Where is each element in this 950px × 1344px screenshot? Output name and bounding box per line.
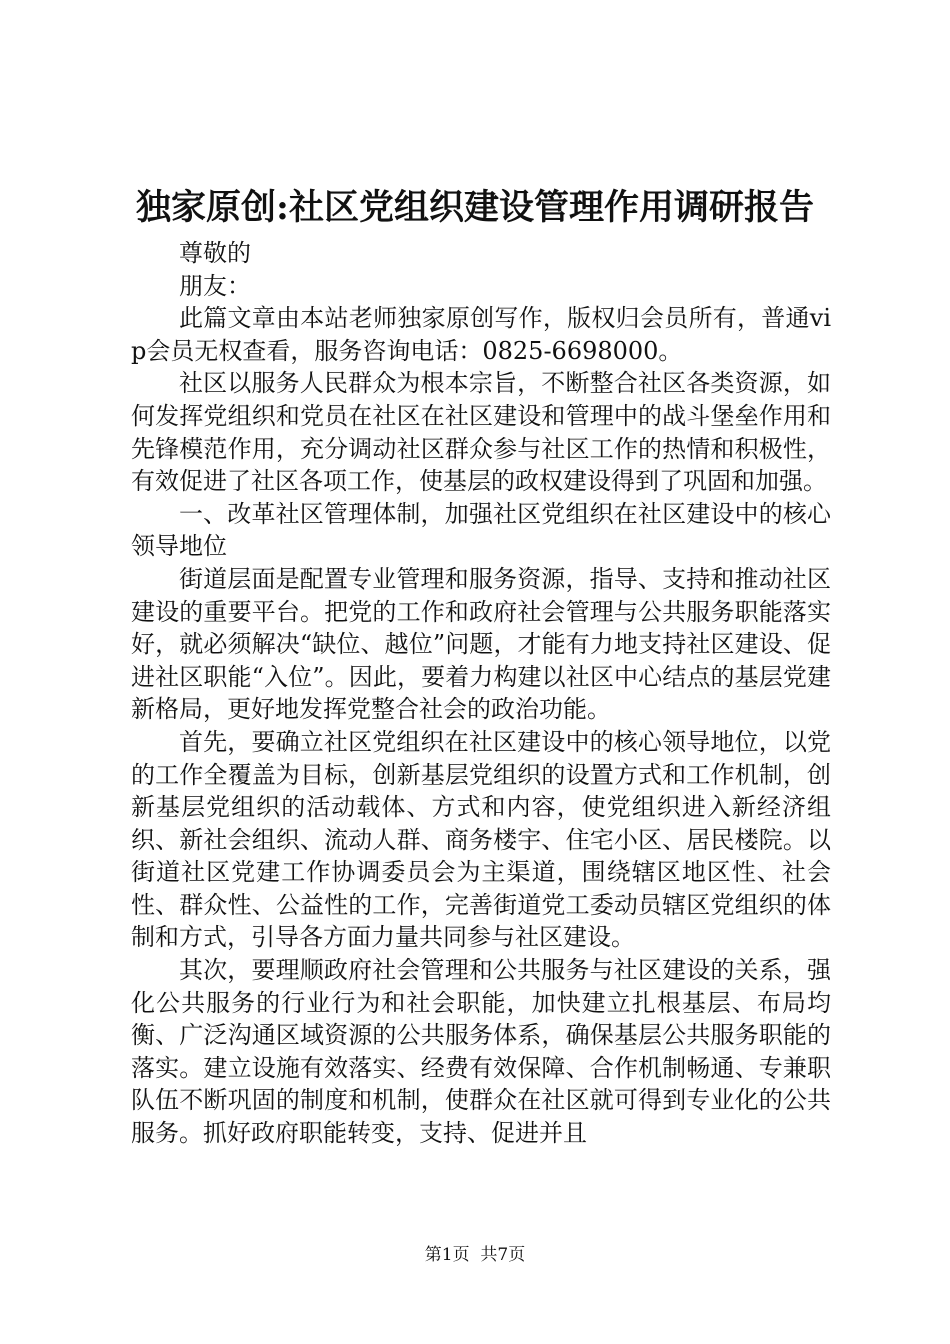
document-body	[131, 237, 831, 1150]
paragraph-street-level: 街道层面是配置专业管理和服务资源，指导、支持和推动社区建设的重要平台。把党的工作和政府社会管理与公共服务职能落实好，就必须解决“缺位、越位”问题，才能有力地支持社区建设、促进社区职能“入位”。因此，要着力构建以社区中心结点的基层党建新格局，更好地发挥党整合社会的政治功能。	[131, 564, 831, 724]
document-title: 独家原创:社区党组织建设管理作用调研报告	[136, 187, 814, 228]
paragraph-second: 其次，要理顺政府社会管理和公共服务与社区建设的关系，强化公共服务的行业行为和社会职能，加快建立扎根基层、布局均衡、广泛沟通区域资源的公共服务体系，确保基层公共服务职能的落实。建立设施有效落实、经费有效保障、合作机制畅通、专兼职队伍不断巩固的制度和机制，使群众在社区就可得到专业化的公共服务。抓好政府职能转变，支持、促进并且	[131, 956, 831, 1148]
section-heading-1: 一、改革社区管理体制，加强社区党组织在社区建设中的核心领导地位	[131, 499, 831, 561]
greeting-line-1: 尊敬的	[179, 239, 251, 267]
page-number-footer: 第1页 共7页	[424, 1245, 526, 1265]
paragraph-first: 首先，要确立社区党组织在社区建设中的核心领导地位，以党的工作全覆盖为目标，创新基层党组织的设置方式和工作机制，创新基层党组织的活动载体、方式和内容，使党组织进入新经济组织、新社会组织、流动人群、商务楼宇、住宅小区、居民楼院。以街道社区党建工作协调委员会为主渠道，围绕辖区地区性、社会性、群众性、公益性的工作，完善街道党工委动员辖区党组织的体制和方式，引导各方面力量共同参与社区建设。	[131, 727, 831, 952]
paragraph-intro: 社区以服务人民群众为根本宗旨，不断整合社区各类资源，如何发挥党组织和党员在社区在社区建设和管理中的战斗堡垒作用和先锋模范作用，充分调动社区群众参与社区工作的热情和积极性，有效促进了社区各项工作，使基层的政权建设得到了巩固和加强。	[131, 369, 831, 496]
paragraph-copyright-notice: 此篇文章由本站老师独家原创写作，版权归会员所有，普通vip会员无权查看，服务咨询电话：0825-6698000。	[131, 304, 831, 365]
greeting-line-2: 朋友：	[179, 271, 251, 300]
